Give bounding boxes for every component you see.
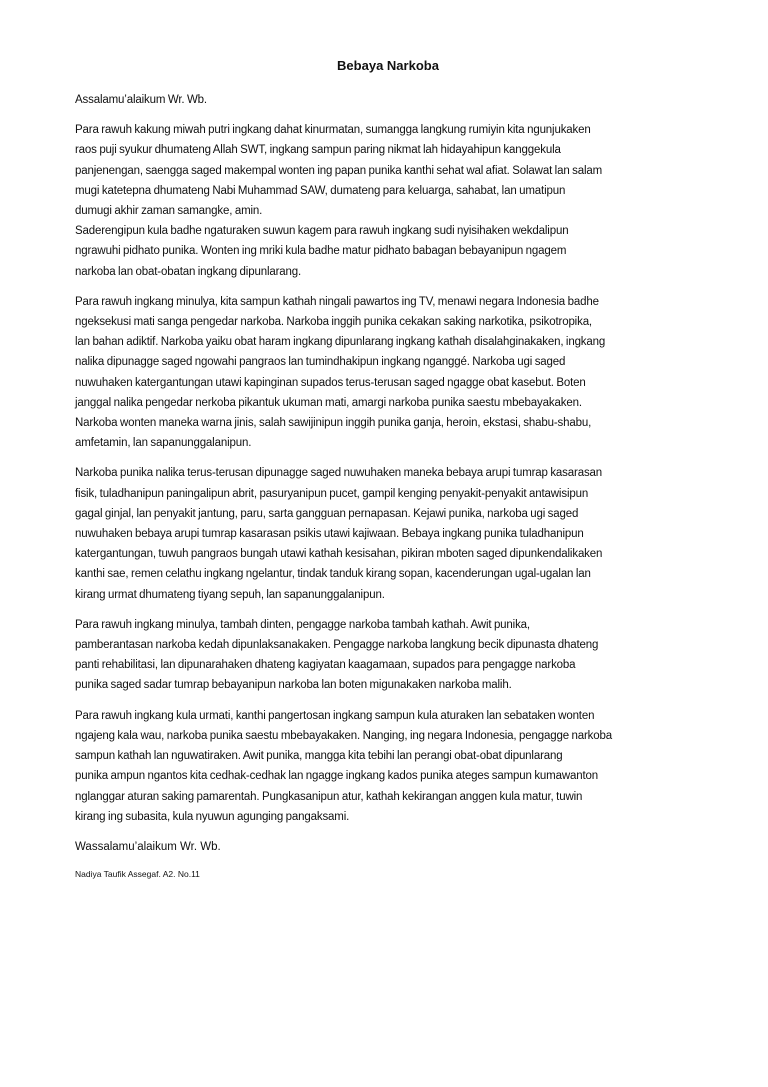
paragraph-6 [75, 706, 701, 827]
text-line: nglanggar aturan saking pamarentah. Pungkasanipun atur, kathah kekirangan anggen kula matur, tuwin [75, 790, 583, 803]
text-line: Para rawuh kakung miwah putri ingkang dahat kinurmatan, sumangga langkung rumiyin kita ngunjukaken [75, 124, 591, 137]
text-line: pamberantasan narkoba kedah dipunlaksanakaken. Pengagge narkoba langkung becik dipunasta dhateng [75, 639, 599, 652]
text-line: Para rawuh ingkang minulya, kita sampun kathah ningali pawartos ing TV, menawi negara Indonesia badhe [75, 295, 599, 308]
paragraph-3 [75, 292, 701, 454]
text-line: ngrawuhi pidhato punika. Wonten ing mriki kula badhe matur pidhato babagan bebayanipun ngagem [75, 245, 567, 258]
text-line: kirang ing subasita, kula nyuwun agunging pangaksami. [75, 810, 350, 823]
document-title: Bebaya Narkoba [337, 58, 439, 73]
text-line: dumugi akhir zaman samangke, amin. [75, 205, 263, 218]
text-line: punika saged sadar tumrap bebayanipun narkoba lan boten migunakaken narkoba malih. [75, 679, 512, 692]
text-line: sampun kathah lan nguwatiraken. Awit punika, mangga kita tebihi lan perangi obat-obat dipunlarang [75, 750, 563, 763]
text-line: nuwuhaken bebaya arupi tumrap kasarasan psikis utawi kajiwaan. Bebaya ingkang punika tuladhanipun [75, 528, 584, 541]
text-line: ngajeng kala wau, narkoba punika saestu mbebayakaken. Nanging, ing negara Indonesia, pengagge narkoba [75, 729, 613, 742]
text-line: ngeksekusi mati sanga pengedar narkoba. Narkoba inggih punika cekakan saking narkotika, psikotropika, [75, 316, 592, 329]
text-line: panjenengan, saengga saged makempal wonten ing papan punika kanthi sehat wal afiat. Solawat lan salam [75, 164, 603, 177]
text-line: lan bahan adiktif. Narkoba yaiku obat haram ingkang dipunlarang ingkang kathah disalahginakaken, ingkang [75, 336, 606, 349]
paragraph-4 [75, 463, 701, 604]
text-line: raos puji syukur dhumateng Allah SWT, ingkang sampun paring nikmat lah hidayahipun kanggekula [75, 144, 561, 157]
closing-salutation: Wassalamu’alaikum Wr. Wb. [75, 840, 221, 853]
text-line: Saderengipun kula badhe ngaturaken suwun kagem para rawuh ingkang sudi nyisihaken wekdalipun [75, 225, 569, 238]
text-line: janggal nalika pengedar nerkoba pikantuk ukuman mati, amargi narkoba punika saestu mbebayakaken. [75, 396, 582, 409]
text-line: gagal ginjal, lan penyakit jantung, paru, sarta gangguan pernapasan. Kejawi punika, narkoba ugi saged [75, 507, 579, 520]
text-line: punika ampun ngantos kita cedhak-cedhak lan ngagge ingkang kados punika ateges sampun kumawanton [75, 770, 599, 783]
text-line: fisik, tuladhanipun paningalipun abrit, pasuryanipun pucet, gampil kenging penyakit-penyakit antawisipun [75, 487, 589, 500]
author-signature: Nadiya Taufik Assegaf. A2. No.11 [75, 868, 200, 879]
text-line: panti rehabilitasi, lan dipunarahaken dhateng kagiyatan kaagamaan, supados para pengagge narkoba [75, 659, 576, 672]
paragraph-1 [75, 120, 701, 221]
text-line: Narkoba punika nalika terus-terusan dipunagge saged nuwuhaken maneka bebaya arupi tumrap kasarasan [75, 467, 603, 480]
text-line: Para rawuh ingkang kula urmati, kanthi pangertosan ingkang sampun kula aturaken lan sebataken wonten [75, 709, 595, 722]
text-line: kanthi sae, remen celathu ingkang ngelantur, tindak tanduk kirang sopan, kacenderungan ugal-ugalan lan [75, 568, 591, 581]
text-line: Narkoba wonten maneka warna jinis, salah sawijinipun inggih punika ganja, heroin, ekstasi, shabu-shabu, [75, 417, 592, 430]
text-line: mugi katetepna dhumateng Nabi Muhammad SAW, dumateng para keluarga, sahabat, lan umatipun [75, 184, 566, 197]
greeting: Assalamu’alaikum Wr. Wb. [75, 94, 207, 106]
text-line: nuwuhaken katergantungan utawi kapinginan supados terus-terusan saged ngagge obat kasebut. Boten [75, 376, 586, 389]
text-line: kirang urmat dhumateng tiyang sepuh, lan sapanunggalanipun. [75, 588, 385, 601]
text-line: katergantungan, tuwuh pangraos bungah utawi kathah kesisahan, pikiran mboten saged dipunkendalikaken [75, 548, 603, 561]
text-line: Para rawuh ingkang minulya, tambah dinten, pengagge narkoba tambah kathah. Awit punika, [75, 618, 530, 631]
text-line: amfetamin, lan sapanunggalanipun. [75, 437, 252, 450]
paragraph-5 [75, 615, 701, 696]
text-line: nalika dipunagge saged ngowahi pangraos lan tumindhakipun ingkang nganggé. Narkoba ugi saged [75, 356, 566, 369]
document-page [75, 56, 701, 881]
text-line: narkoba lan obat-obatan ingkang dipunlarang. [75, 265, 302, 278]
paragraph-2 [75, 221, 701, 282]
